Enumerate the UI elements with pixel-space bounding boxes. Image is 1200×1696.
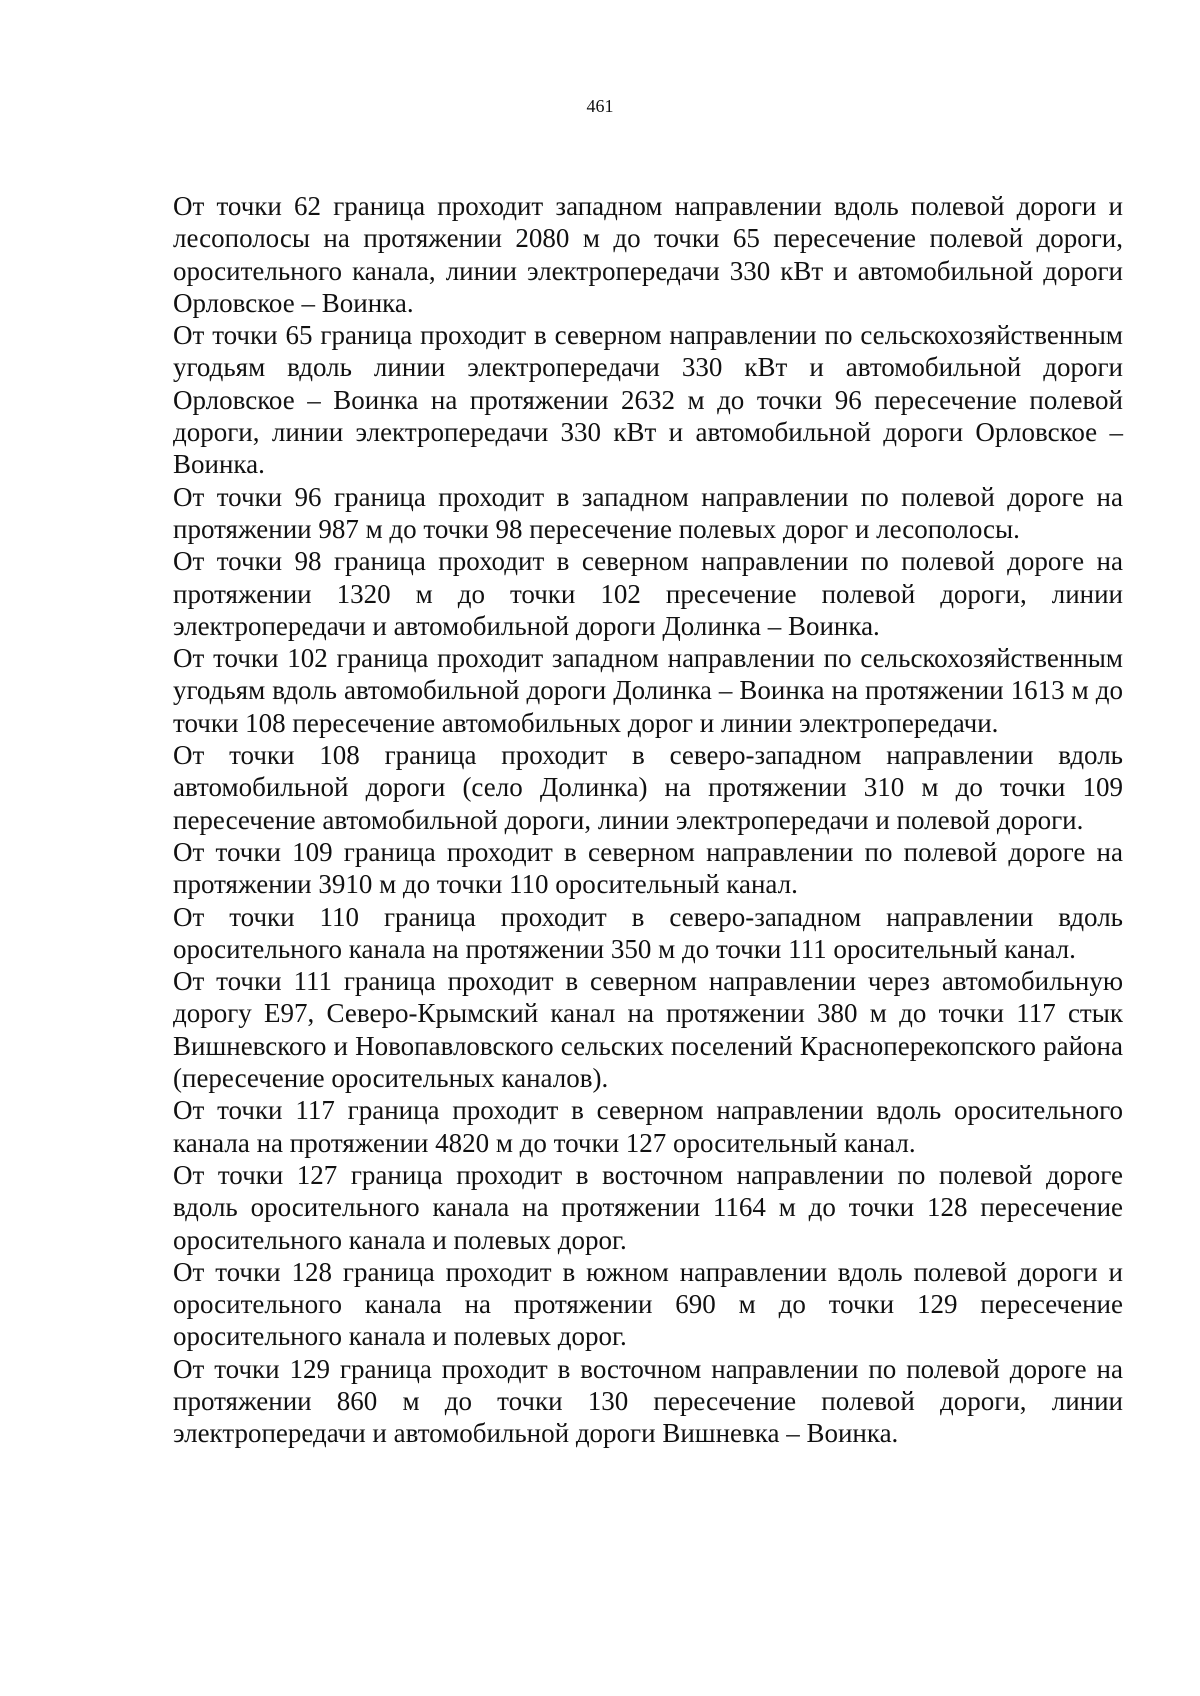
paragraph: От точки 129 граница проходит в восточном направлении по полевой дороге на протяжении 860 м до точки 130 пересечение полевой дороги, линии электропередачи и автомобильной дороги Вишневка – Воинка. xyxy=(173,1353,1123,1449)
document-body xyxy=(173,190,1123,1450)
paragraph: От точки 98 граница проходит в северном направлении по полевой дороге на протяжении 1320 м до точки 102 пресечение полевой дороги, линии электропередачи и автомобильной дороги Долинка – Воинка. xyxy=(173,546,1123,641)
paragraph: От точки 108 граница проходит в северо-западном направлении вдоль автомобильной дороги (село Долинка) на протяжении 310 м до точки 109 пересечение автомобильной дороги, линии электропередачи и полевой дороги. xyxy=(173,740,1123,835)
paragraph: От точки 109 граница проходит в северном направлении по полевой дороге на протяжении 3910 м до точки 110 оросительный канал. xyxy=(173,836,1123,900)
page-number: 461 xyxy=(586,96,614,116)
paragraph: От точки 127 граница проходит в восточном направлении по полевой дороге вдоль оросительного канала на протяжении 1164 м до точки 128 пересечение оросительного канала и полевых дорог. xyxy=(173,1159,1123,1255)
paragraph: От точки 65 граница проходит в северном направлении по сельскохозяйственным угодьям вдоль линии электропередачи 330 кВт и автомобильной дороги Орловское – Воинка на протяжении 2632 м до точки 96 пересечение полевой дороги, линии электропередачи 330 кВт и автомобильной дороги Орловское – Воинка. xyxy=(173,320,1123,480)
paragraph: От точки 110 граница проходит в северо-западном направлении вдоль оросительного канала на протяжении 350 м до точки 111 оросительный канал. xyxy=(173,901,1123,964)
paragraph: От точки 111 граница проходит в северном направлении через автомобильную дорогу Е97, Северо-Крымский канал на протяжении 380 м до точки 117 стык Вишневского и Новопавловского сельских поселений Красноперекопского района (пересечение оросительных каналов). xyxy=(173,966,1123,1094)
paragraph: От точки 102 граница проходит западном направлении по сельскохозяйственным угодьям вдоль автомобильной дороги Долинка – Воинка на протяжении 1613 м до точки 108 пересечение автомобильных дорог и линии электропередачи. xyxy=(173,643,1123,738)
paragraph: От точки 62 граница проходит западном направлении вдоль полевой дороги и лесополосы на протяжении 2080 м до точки 65 пересечение полевой дороги, оросительного канала, линии электропередачи 330 кВт и автомобильной дороги Орловское – Воинка. xyxy=(173,191,1123,318)
paragraph: От точки 128 граница проходит в южном направлении вдоль полевой дороги и оросительного канала на протяжении 690 м до точки 129 пересечение оросительного канала и полевых дорог. xyxy=(173,1256,1123,1352)
paragraph: От точки 96 граница проходит в западном направлении по полевой дороге на протяжении 987 м до точки 98 пересечение полевых дорог и лесополосы. xyxy=(173,481,1123,544)
paragraph: От точки 117 граница проходит в северном направлении вдоль оросительного канала на протяжении 4820 м до точки 127 оросительный канал. xyxy=(173,1095,1123,1158)
